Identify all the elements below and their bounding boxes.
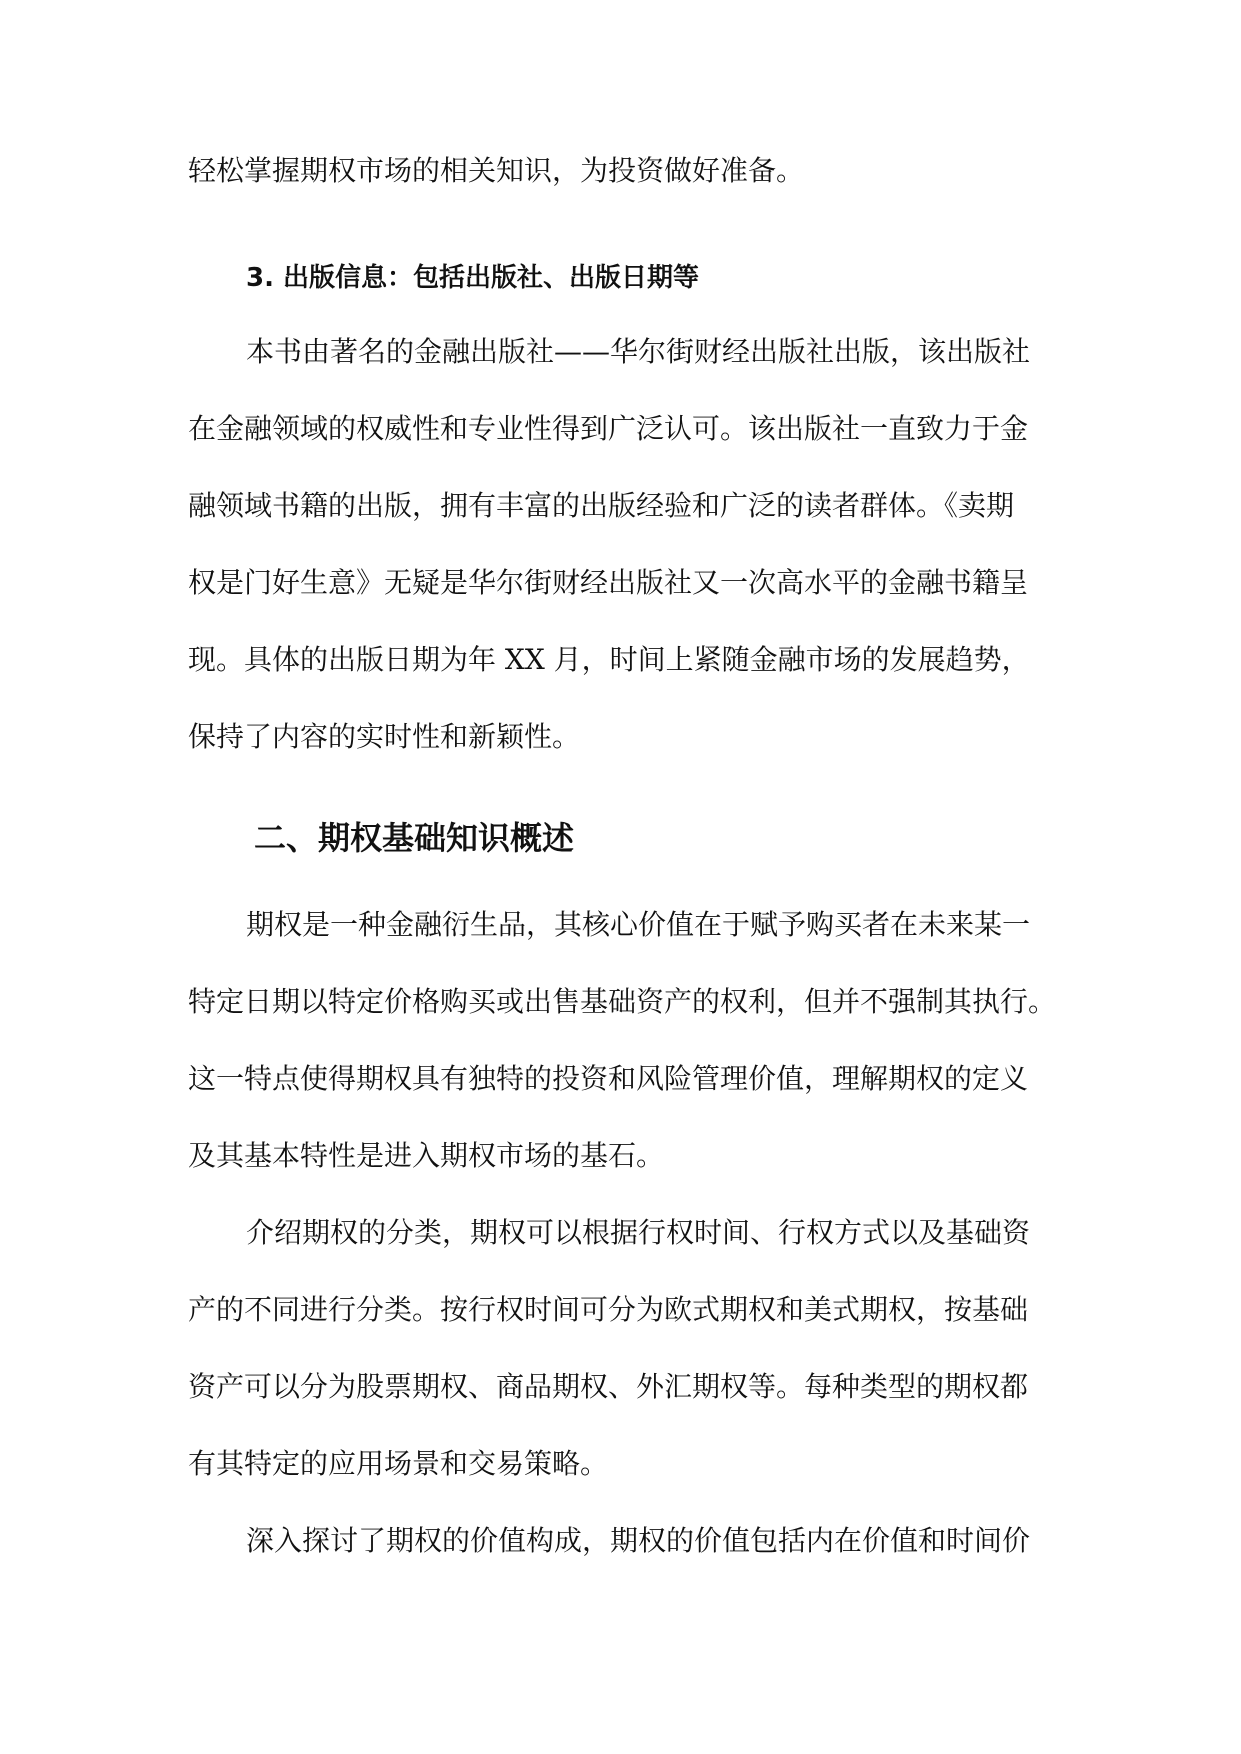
paragraph-line: 深入探讨了期权的价值构成，期权的价值包括内在价值和时间价 xyxy=(246,1524,1031,1557)
publication-text-line: 融领域书籍的出版，拥有丰富的出版经验和广泛的读者群体。《卖期 xyxy=(188,489,1015,522)
publication-heading: 3. 出版信息：包括出版社、出版日期等 xyxy=(246,263,700,293)
paragraph-line: 期权是一种金融衍生品，其核心价值在于赋予购买者在未来某一 xyxy=(246,908,1031,941)
publication-text-line: 保持了内容的实时性和新颖性。 xyxy=(188,720,581,753)
paragraph-line: 资产可以分为股票期权、商品期权、外汇期权等。每种类型的期权都 xyxy=(188,1370,1029,1403)
publication-text-line: 在金融领域的权威性和专业性得到广泛认可。该出版社一直致力于金 xyxy=(188,412,1029,445)
publication-text-line: 本书由著名的金融出版社——华尔街财经出版社出版，该出版社 xyxy=(246,335,1031,368)
paragraph-line: 介绍期权的分类，期权可以根据行权时间、行权方式以及基础资 xyxy=(246,1216,1031,1249)
publication-text-line: 现。具体的出版日期为年 XX 月，时间上紧随金融市场的发展趋势， xyxy=(188,643,1030,676)
paragraph-line: 特定日期以特定价格购买或出售基础资产的权利，但并不强制其执行。 xyxy=(188,985,1057,1018)
paragraph-line: 有其特定的应用场景和交易策略。 xyxy=(188,1447,609,1480)
intro-text-line: 轻松掌握期权市场的相关知识，为投资做好准备。 xyxy=(188,154,805,187)
paragraph-line: 及其基本特性是进入期权市场的基石。 xyxy=(188,1139,665,1172)
paragraph-line: 这一特点使得期权具有独特的投资和风险管理价值，理解期权的定义 xyxy=(188,1062,1029,1095)
publication-text-line: 权是门好生意》无疑是华尔街财经出版社又一次高水平的金融书籍呈 xyxy=(188,566,1029,599)
section-title: 二、期权基础知识概述 xyxy=(254,819,575,857)
paragraph-line: 产的不同进行分类。按行权时间可分为欧式期权和美式期权，按基础 xyxy=(188,1293,1029,1326)
